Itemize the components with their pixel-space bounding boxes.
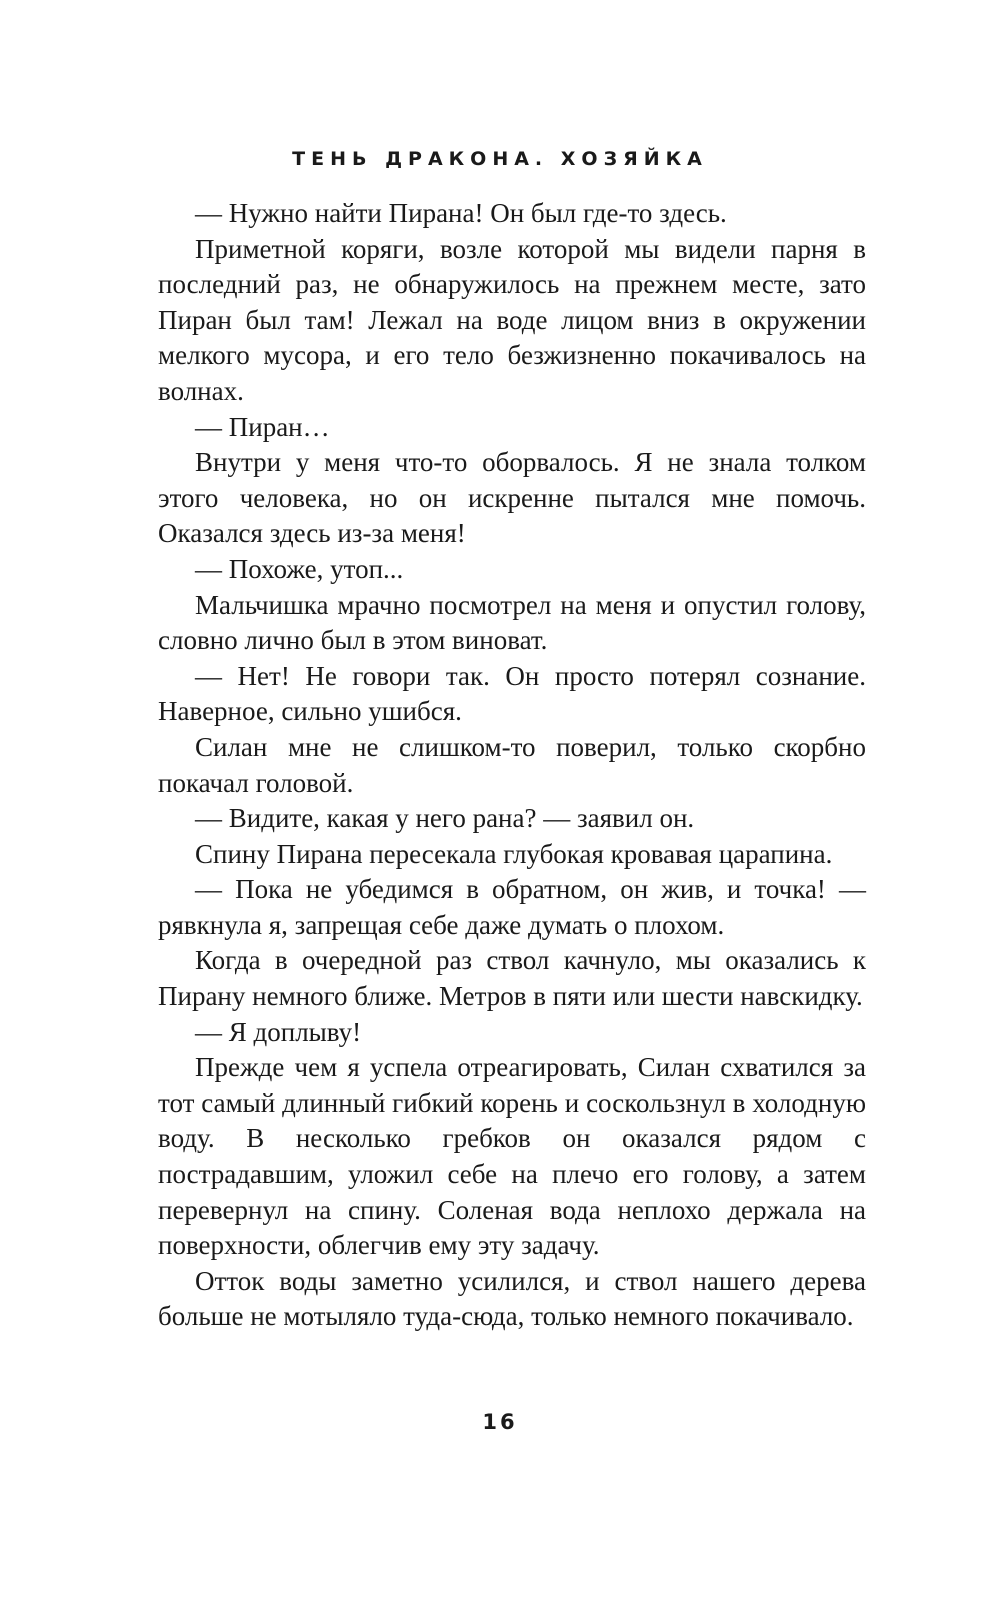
paragraph: Мальчишка мрачно посмотрел на меня и опустил голову, словно лично был в этом виноват.	[158, 589, 866, 656]
paragraph: Приметной коряги, возле которой мы видели парня в последний раз, не обнаружилось на прежнем месте, зато Пиран был там! Лежал на воде лицом вниз в окружении мелкого мусора, и его тело безжизненно покачивалось на волнах.	[158, 233, 866, 406]
paragraph: — Нужно найти Пирана! Он был где-то здесь.	[195, 198, 727, 228]
paragraph: — Пиран…	[195, 411, 330, 442]
paragraph: — Я доплыву!	[195, 1016, 362, 1047]
paragraph: Спину Пирана пересекала глубокая кровавая царапина.	[195, 838, 833, 869]
paragraph: — Видите, какая у него рана? — заявил он.	[195, 803, 695, 834]
paragraph: Когда в очередной раз ствол качнуло, мы оказались к Пирану немного ближе. Метров в пяти или шести навскидку.	[158, 945, 866, 1012]
body-text	[158, 196, 866, 1335]
running-header: ТЕНЬ ДРАКОНА. ХОЗЯЙКА	[292, 148, 708, 170]
paragraph: Прежде чем я успела отреагировать, Силан схватился за тот самый длинный гибкий корень и соскользнул в холодную воду. В несколько гребков он оказался рядом с пострадавшим, уложил себе на плечо его голову, а затем перевернул на спину. Соленая вода неплохо держала на поверхности, облегчив ему эту задачу.	[158, 1052, 866, 1261]
paragraph: — Похоже, утоп...	[195, 553, 404, 584]
paragraph: Отток воды заметно усилился, и ствол нашего дерева больше не мотыляло туда-сюда, только немного покачивало.	[158, 1265, 866, 1332]
paragraph: Силан мне не слишком-то поверил, только скорбно покачал головой.	[158, 731, 866, 798]
paragraph: — Нет! Не говори так. Он просто потерял сознание. Наверное, сильно ушибся.	[158, 660, 866, 727]
paragraph: Внутри у меня что-то оборвалось. Я не знала толком этого человека, но он искренне пытался мне помочь. Оказался здесь из-за меня!	[158, 447, 866, 549]
page-number: 16	[482, 1410, 518, 1434]
paragraph: — Пока не убедимся в обратном, он жив, и точка! — рявкнула я, запрещая себе даже думать о плохом.	[158, 874, 866, 940]
